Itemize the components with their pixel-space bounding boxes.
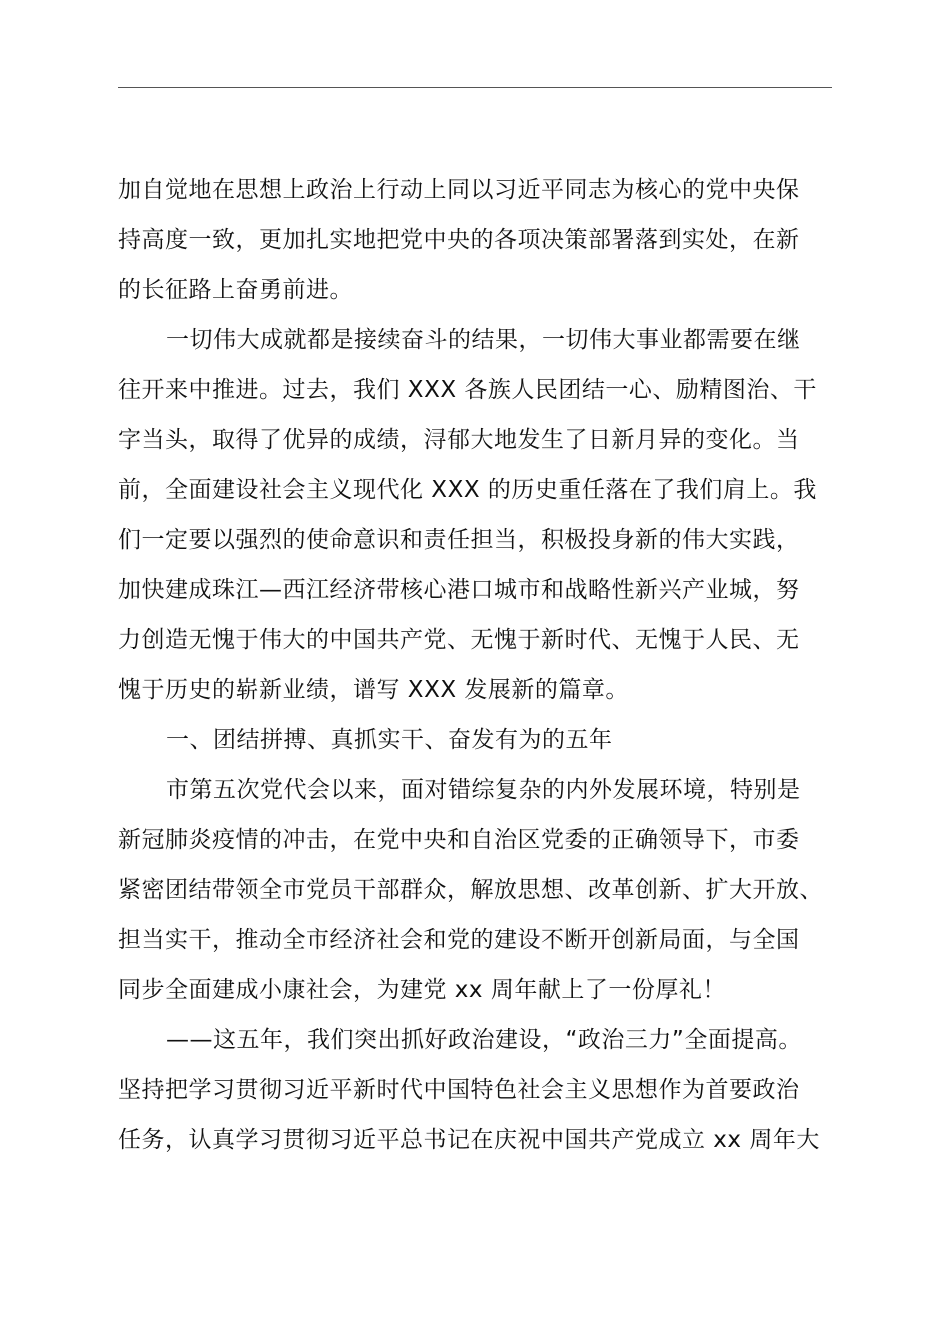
text-line: 任务，认真学习贯彻习近平总书记在庆祝中国共产党成立 xx 周年大 — [118, 1127, 820, 1153]
paragraph-first-line: 一切伟大成就都是接续奋斗的结果，一切伟大事业都需要在继 — [166, 327, 801, 353]
text-line: 加快建成珠江—西江经济带核心港口城市和战略性新兴产业城，努 — [118, 577, 800, 603]
text-line: 字当头，取得了优异的成绩，浔郁大地发生了日新月异的变化。当 — [118, 427, 800, 453]
text-line: 愧于历史的崭新业绩，谱写 XXX 发展新的篇章。 — [118, 677, 629, 703]
document-body — [118, 165, 834, 1165]
text-line: 前，全面建设社会主义现代化 XXX 的历史重任落在了我们肩上。我 — [118, 477, 817, 503]
text-line: 往开来中推进。过去，我们 XXX 各族人民团结一心、励精图治、干 — [118, 377, 817, 403]
paragraph-first-line: 市第五次党代会以来，面对错综复杂的内外发展环境，特别是 — [166, 777, 801, 803]
section-heading: 一、团结拼搏、真抓实干、奋发有为的五年 — [166, 727, 613, 753]
text-line: 力创造无愧于伟大的中国共产党、无愧于新时代、无愧于人民、无 — [118, 627, 800, 653]
text-line: 加自觉地在思想上政治上行动上同以习近平同志为核心的党中央保 — [118, 177, 800, 203]
paragraph-first-line: ——这五年，我们突出抓好政治建设，“政治三力”全面提高。 — [166, 1027, 802, 1053]
text-line: 紧密团结带领全市党员干部群众，解放思想、改革创新、扩大开放、 — [118, 877, 823, 903]
text-line: 的长征路上奋勇前进。 — [118, 277, 353, 303]
text-line: 们一定要以强烈的使命意识和责任担当，积极投身新的伟大实践， — [118, 527, 800, 553]
text-line: 担当实干，推动全市经济社会和党的建设不断开创新局面，与全国 — [118, 927, 800, 953]
text-line: 坚持把学习贯彻习近平新时代中国特色社会主义思想作为首要政治 — [118, 1077, 800, 1103]
text-line: 持高度一致，更加扎实地把党中央的各项决策部署落到实处，在新 — [118, 227, 800, 253]
text-line: 新冠肺炎疫情的冲击，在党中央和自治区党委的正确领导下，市委 — [118, 827, 800, 853]
text-line: 同步全面建成小康社会，为建党 xx 周年献上了一份厚礼！ — [118, 977, 726, 1003]
header-rule — [118, 87, 832, 88]
